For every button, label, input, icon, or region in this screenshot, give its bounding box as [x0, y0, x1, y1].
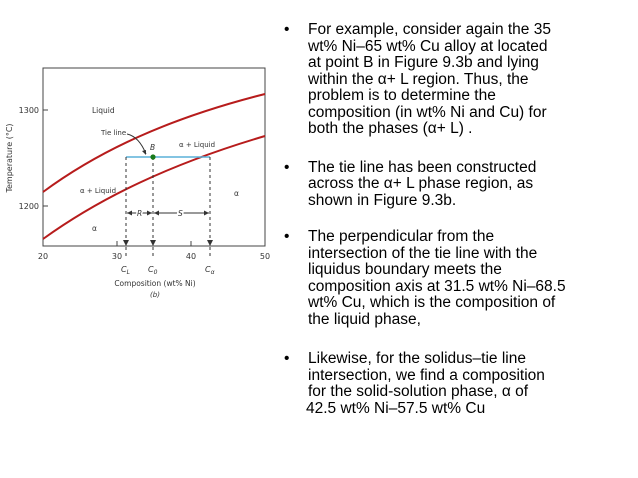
bullet-line: for the solid-solution phase, α of: [308, 383, 529, 400]
bullet-solidus: [282, 351, 632, 417]
bullet-line: both the phases (α+ L) .: [308, 120, 473, 137]
x-tick-20: 20: [37, 252, 49, 261]
label-c0: $C_0$: [148, 265, 158, 276]
label-point-b: B: [150, 143, 156, 152]
bullet-line: wt% Cu, which is the composition of: [308, 294, 556, 311]
point-b: [150, 154, 155, 159]
bullet-line: composition (in wt% Ni and Cu) for: [308, 103, 547, 121]
y-tick-1300: 1300: [18, 106, 39, 115]
phase-diagram: [0, 50, 275, 310]
label-alpha-right: α: [234, 189, 239, 198]
figure-caption: (b): [150, 291, 160, 299]
bullet-line: the liquid phase,: [308, 310, 421, 328]
bullet-line: within the α+ L region. Thus, the: [308, 70, 529, 88]
bullet-line: intersection of the tie line with the: [308, 244, 538, 262]
label-alpha-liquid-upper: α + Liquid: [179, 141, 216, 149]
label-s: S: [178, 209, 183, 218]
y-tick-1200: 1200: [18, 202, 39, 211]
bullet-line: liquidus boundary meets the: [308, 261, 502, 278]
bullet-tie-line: [282, 160, 632, 210]
bullet-dot: •: [284, 350, 290, 367]
bullet-dot: •: [284, 228, 290, 245]
bullet-line: intersection, we find a composition: [308, 366, 545, 384]
bullet-line: wt% Ni–65 wt% Cu alloy at located: [308, 37, 548, 55]
x-axis-label: Composition (wt% Ni): [114, 279, 196, 288]
bullet-line: Likewise, for the solidus–tie line: [308, 350, 526, 367]
label-tie-line: Tie line: [101, 129, 127, 137]
label-cl: $C_L$: [121, 265, 130, 276]
label-alpha-liquid-left: α + Liquid: [80, 187, 117, 195]
label-liquid: Liquid: [92, 106, 115, 115]
bullet-line: across the α+ L phase region, as: [308, 175, 534, 192]
bullet-line: problem is to determine the: [308, 87, 496, 104]
x-tick-50: 50: [259, 252, 271, 261]
bullet-dot: •: [284, 158, 290, 176]
bullet-line: at point B in Figure 9.3b and lying: [308, 54, 539, 71]
bullet-line: shown in Figure 9.3b.: [308, 191, 457, 209]
bullet-line: For example, consider again the 35: [308, 21, 551, 38]
bullet-example: [282, 22, 632, 138]
x-tick-30: 30: [111, 252, 123, 261]
bullet-list: [282, 22, 632, 417]
bullet-line: 42.5 wt% Ni–57.5 wt% Cu: [306, 399, 486, 417]
label-alpha-bottom: α: [92, 224, 97, 233]
bullet-line: composition axis at 31.5 wt% Ni–68.5: [308, 277, 566, 295]
y-axis-label: Temperature (°C): [5, 123, 14, 193]
bullet-perpendicular: [282, 229, 632, 328]
bullet-line: The perpendicular from the: [308, 228, 495, 245]
x-tick-40: 40: [185, 252, 197, 261]
bullet-line: The tie line has been constructed: [308, 158, 537, 176]
label-r: R: [137, 209, 143, 218]
label-ca: $C_\alpha$: [205, 265, 215, 276]
bullet-dot: •: [284, 21, 290, 38]
